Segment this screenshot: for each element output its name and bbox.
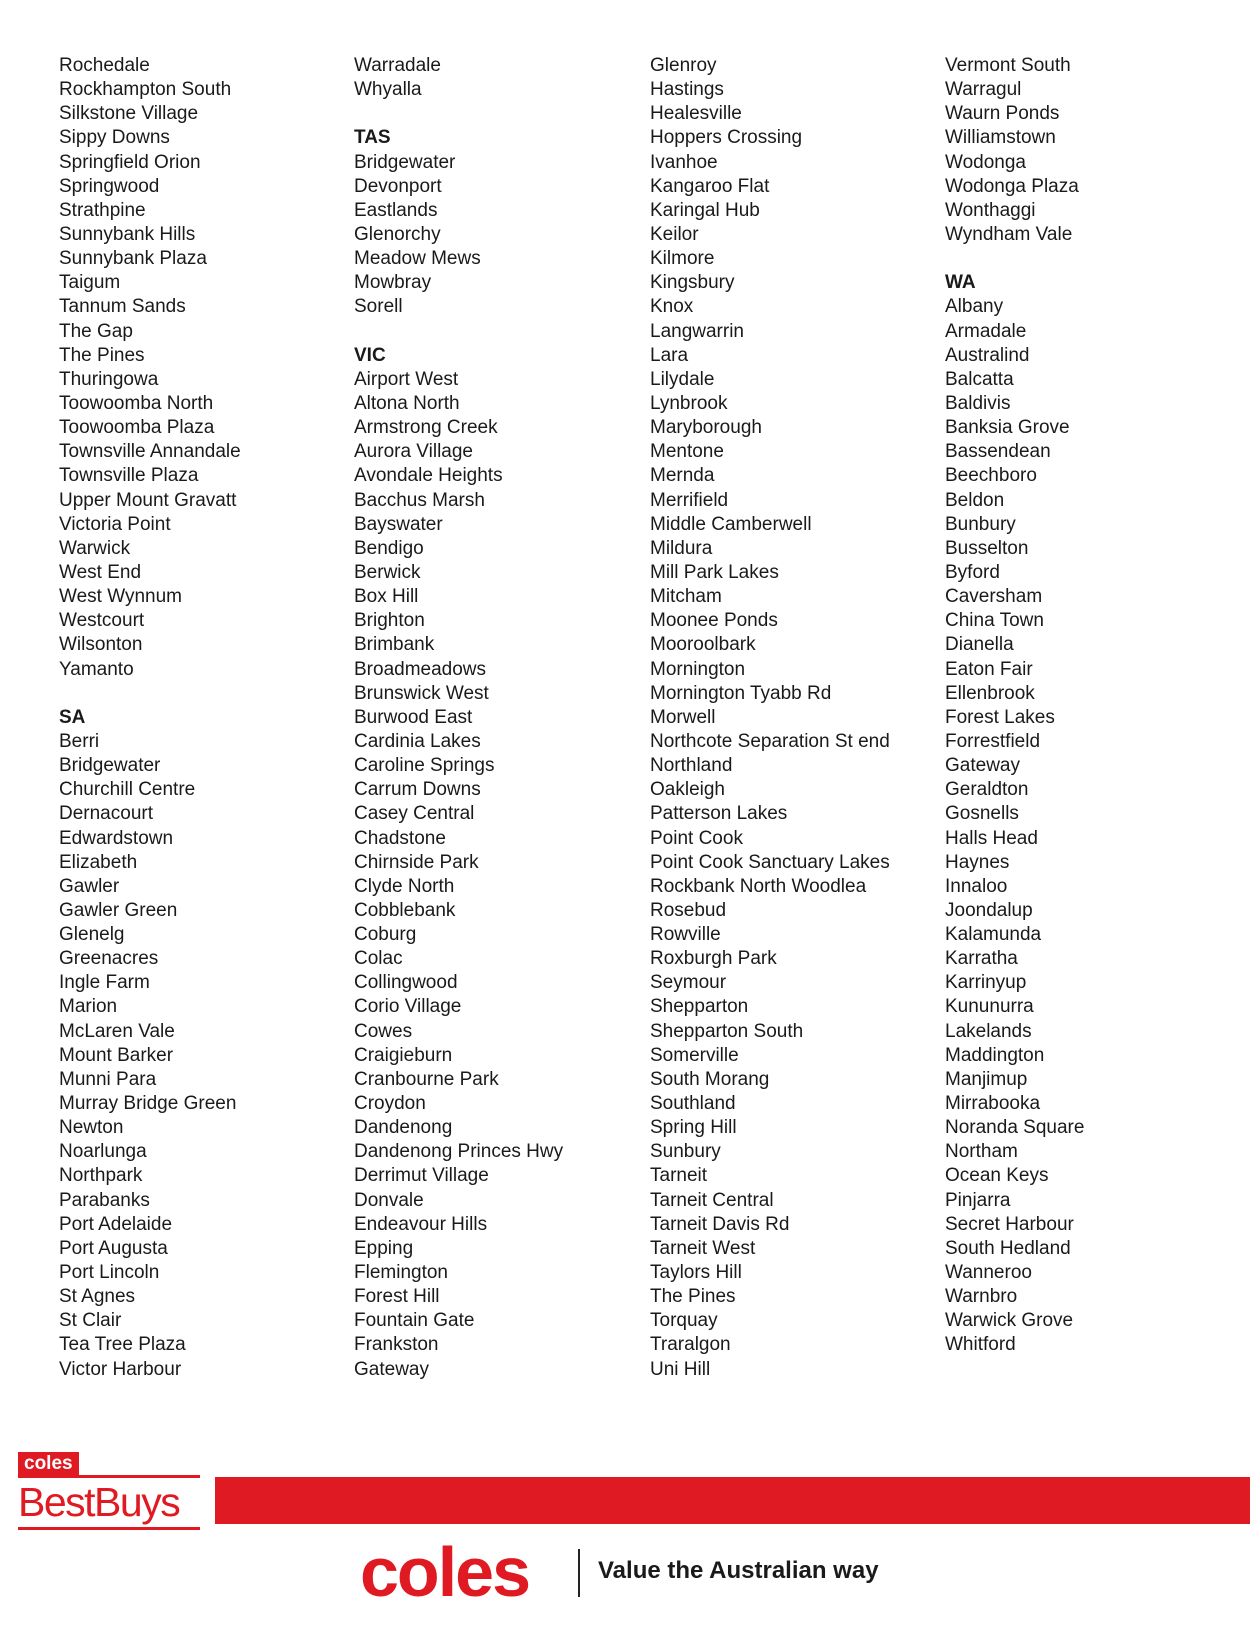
store-name: Airport West [354, 368, 459, 390]
store-name: Somerville [650, 1044, 739, 1066]
store-name: Coburg [354, 924, 417, 946]
store-name: Forrestfield [945, 730, 1041, 752]
store-name: Byford [945, 561, 1000, 583]
store-name: Point Cook [650, 827, 743, 849]
store-name: Lynbrook [650, 392, 728, 414]
store-name: Hoppers Crossing [650, 127, 803, 149]
store-name: Healesville [650, 103, 742, 125]
store-name: Bridgewater [59, 755, 161, 777]
store-name: Croydon [354, 1093, 426, 1115]
store-name: Warnbro [945, 1286, 1018, 1308]
store-name: Munni Para [59, 1068, 157, 1090]
store-name: Taigum [59, 272, 121, 294]
store-name: Spring Hill [650, 1117, 737, 1139]
store-name: Brunswick West [354, 682, 489, 704]
store-name: Newton [59, 1117, 124, 1139]
store-name: Merrifield [650, 489, 729, 511]
store-name: Taylors Hill [650, 1262, 742, 1284]
store-name: Mooroolbark [650, 634, 756, 656]
store-name: Hastings [650, 79, 724, 101]
store-column-2 [354, 54, 644, 1382]
store-name: Craigieburn [354, 1044, 453, 1066]
store-name: Warwick Grove [945, 1310, 1074, 1332]
logo-bestbuys-label: BestBuys [18, 1479, 180, 1525]
store-name: Kununurra [945, 996, 1034, 1018]
store-name: West Wynnum [59, 586, 183, 608]
store-name: Mornington [650, 658, 746, 680]
store-name: Pinjarra [945, 1189, 1011, 1211]
store-name: Lilydale [650, 368, 715, 390]
store-name: Port Augusta [59, 1237, 168, 1259]
store-name: Sorell [354, 296, 403, 318]
store-name: Haynes [945, 851, 1010, 873]
store-name: Gawler Green [59, 899, 178, 921]
store-name: Manjimup [945, 1068, 1028, 1090]
store-name: Frankston [354, 1334, 439, 1356]
store-name: Knox [650, 296, 694, 318]
store-name: Armadale [945, 320, 1027, 342]
store-name: Corio Village [354, 996, 462, 1018]
footer-tagline: Value the Australian way [598, 1557, 879, 1584]
store-name: Toowoomba North [59, 392, 214, 414]
store-name: Cowes [354, 1020, 413, 1042]
store-name: St Agnes [59, 1286, 136, 1308]
store-name: Aurora Village [354, 441, 474, 463]
store-name: Dianella [945, 634, 1014, 656]
store-name: Caversham [945, 586, 1043, 608]
store-name: Box Hill [354, 586, 419, 608]
store-name: Eaton Fair [945, 658, 1033, 680]
store-name: Banksia Grove [945, 417, 1070, 439]
store-name: Wonthaggi [945, 199, 1036, 221]
store-name: Traralgon [650, 1334, 731, 1356]
store-name: Devonport [354, 175, 442, 197]
store-name: Townsville Plaza [59, 465, 199, 487]
store-name: Roxburgh Park [650, 948, 777, 970]
store-name: Rosebud [650, 899, 727, 921]
store-name: Burwood East [354, 706, 473, 728]
store-name: Yamanto [59, 658, 134, 680]
store-name: Southland [650, 1093, 736, 1115]
store-name: Silkstone Village [59, 103, 199, 125]
store-name: Middle Camberwell [650, 513, 812, 535]
store-name: Sunbury [650, 1141, 721, 1163]
store-name: Bendigo [354, 537, 424, 559]
store-name: Parabanks [59, 1189, 150, 1211]
store-name: Dandenong [354, 1117, 453, 1139]
store-name: Northam [945, 1141, 1018, 1163]
store-name: Kangaroo Flat [650, 175, 770, 197]
store-name: Uni Hill [650, 1358, 711, 1380]
store-name: Northland [650, 755, 733, 777]
state-heading: SA [59, 706, 86, 728]
store-name: Victoria Point [59, 513, 171, 535]
store-name: Ellenbrook [945, 682, 1035, 704]
store-name: Meadow Mews [354, 248, 481, 270]
store-name: China Town [945, 610, 1044, 632]
store-name: Karingal Hub [650, 199, 760, 221]
store-name: Forest Lakes [945, 706, 1055, 728]
store-name: Shepparton South [650, 1020, 804, 1042]
logo-underline [18, 1527, 200, 1530]
store-name: Elizabeth [59, 851, 138, 873]
store-name: Moonee Ponds [650, 610, 778, 632]
store-name: Cranbourne Park [354, 1068, 499, 1090]
store-name: Bridgewater [354, 151, 456, 173]
store-name: Chirnside Park [354, 851, 479, 873]
store-name: Torquay [650, 1310, 718, 1332]
store-name: The Pines [650, 1286, 736, 1308]
store-name: Donvale [354, 1189, 424, 1211]
store-name: Point Cook Sanctuary Lakes [650, 851, 890, 873]
store-name: Brimbank [354, 634, 435, 656]
store-name: Ocean Keys [945, 1165, 1049, 1187]
store-name: Halls Head [945, 827, 1038, 849]
store-name: McLaren Vale [59, 1020, 175, 1042]
store-name: Wanneroo [945, 1262, 1032, 1284]
store-name: Kingsbury [650, 272, 735, 294]
store-name: Ingle Farm [59, 972, 150, 994]
store-name: Glenelg [59, 924, 125, 946]
store-name: Gateway [945, 755, 1020, 777]
store-name: Warwick [59, 537, 131, 559]
store-name: Dandenong Princes Hwy [354, 1141, 564, 1163]
store-name: Tarneit Central [650, 1189, 774, 1211]
state-heading: WA [945, 272, 976, 294]
store-name: Mitcham [650, 586, 722, 608]
store-name: Mount Barker [59, 1044, 174, 1066]
store-name: Mowbray [354, 272, 432, 294]
store-name: Bassendean [945, 441, 1051, 463]
store-name: Tannum Sands [59, 296, 186, 318]
store-name: Tarneit West [650, 1237, 756, 1259]
store-column-3 [650, 54, 940, 1382]
store-name: Sunnybank Plaza [59, 248, 207, 270]
store-name: Epping [354, 1237, 414, 1259]
store-name: Busselton [945, 537, 1029, 559]
coles-bestbuys-logo [18, 1452, 203, 1532]
store-name: Tarneit Davis Rd [650, 1213, 790, 1235]
store-name: Glenorchy [354, 223, 441, 245]
store-name: West End [59, 561, 142, 583]
coles-brand-logo: coles [360, 1533, 529, 1611]
store-name: Kalamunda [945, 924, 1042, 946]
store-name: Springfield Orion [59, 151, 201, 173]
store-name: Vermont South [945, 55, 1071, 76]
store-name: Maryborough [650, 417, 762, 439]
store-name: Flemington [354, 1262, 448, 1284]
store-name: Mill Park Lakes [650, 561, 779, 583]
section-gap [354, 320, 644, 344]
section-gap [354, 102, 644, 126]
store-name: Morwell [650, 706, 716, 728]
store-name: Australind [945, 344, 1030, 366]
store-name: St Clair [59, 1310, 122, 1332]
footer-divider [578, 1549, 580, 1597]
store-name: Cardinia Lakes [354, 730, 481, 752]
store-name: Whitford [945, 1334, 1016, 1356]
store-name: Glenroy [650, 55, 717, 76]
store-name: Gateway [354, 1358, 429, 1380]
store-name: Joondalup [945, 899, 1033, 921]
store-name: Patterson Lakes [650, 803, 788, 825]
store-name: Berri [59, 730, 100, 752]
store-name: Cobblebank [354, 899, 456, 921]
store-name: Port Lincoln [59, 1262, 160, 1284]
store-name: Strathpine [59, 199, 146, 221]
store-name: Westcourt [59, 610, 145, 632]
section-gap [945, 247, 1235, 271]
store-name: Mernda [650, 465, 715, 487]
footer-red-bar [215, 1477, 1250, 1524]
logo-coles-label: coles [18, 1452, 79, 1476]
store-name: Brighton [354, 610, 425, 632]
store-name: Geraldton [945, 779, 1029, 801]
store-name: Casey Central [354, 803, 475, 825]
store-name: Greenacres [59, 948, 159, 970]
store-name: Rockhampton South [59, 79, 232, 101]
state-heading: TAS [354, 127, 391, 149]
store-name: Carrum Downs [354, 779, 481, 801]
store-name: Shepparton [650, 996, 749, 1018]
store-name: Churchill Centre [59, 779, 196, 801]
store-name: Gawler [59, 875, 120, 897]
store-name: Wyndham Vale [945, 223, 1073, 245]
store-name: Noranda Square [945, 1117, 1085, 1139]
store-name: Sippy Downs [59, 127, 170, 149]
store-name: The Pines [59, 344, 145, 366]
store-name: Kilmore [650, 248, 715, 270]
store-name: Warradale [354, 55, 441, 76]
store-name: Upper Mount Gravatt [59, 489, 237, 511]
store-name: Marion [59, 996, 118, 1018]
section-gap [59, 682, 349, 706]
store-name: Thuringowa [59, 368, 159, 390]
store-name: Clyde North [354, 875, 455, 897]
store-name: Eastlands [354, 199, 438, 221]
store-name: Lakelands [945, 1020, 1032, 1042]
store-name: Colac [354, 948, 403, 970]
store-name: The Gap [59, 320, 133, 342]
store-name: Ivanhoe [650, 151, 718, 173]
store-name: Wodonga Plaza [945, 175, 1079, 197]
store-name: Wilsonton [59, 634, 143, 656]
store-name: Albany [945, 296, 1004, 318]
store-name: Berwick [354, 561, 421, 583]
store-name: South Morang [650, 1068, 770, 1090]
store-name: Mirrabooka [945, 1093, 1041, 1115]
store-name: Innaloo [945, 875, 1008, 897]
store-name: Collingwood [354, 972, 458, 994]
store-name: Karratha [945, 948, 1018, 970]
store-name: Northpark [59, 1165, 143, 1187]
store-name: Bunbury [945, 513, 1016, 535]
store-name: Tarneit [650, 1165, 708, 1187]
store-name: Rowville [650, 924, 721, 946]
store-column-4 [945, 54, 1235, 1358]
store-name: Caroline Springs [354, 755, 495, 777]
store-name: Sunnybank Hills [59, 223, 196, 245]
store-name: Broadmeadows [354, 658, 487, 680]
store-name: Derrimut Village [354, 1165, 489, 1187]
store-name: Forest Hill [354, 1286, 440, 1308]
store-name: South Hedland [945, 1237, 1071, 1259]
store-name: Bayswater [354, 513, 443, 535]
store-name: Gosnells [945, 803, 1019, 825]
store-name: Balcatta [945, 368, 1014, 390]
store-name: Waurn Ponds [945, 103, 1060, 125]
store-name: Rockbank North Woodlea [650, 875, 867, 897]
store-name: Karrinyup [945, 972, 1027, 994]
store-column-1 [59, 54, 349, 1382]
store-name: Secret Harbour [945, 1213, 1074, 1235]
store-name: Baldivis [945, 392, 1011, 414]
store-name: Noarlunga [59, 1141, 147, 1163]
store-name: Mentone [650, 441, 724, 463]
store-name: Tea Tree Plaza [59, 1334, 186, 1356]
store-name: Maddington [945, 1044, 1045, 1066]
store-name: Lara [650, 344, 689, 366]
store-name: Murray Bridge Green [59, 1093, 237, 1115]
store-name: Endeavour Hills [354, 1213, 488, 1235]
store-name: Edwardstown [59, 827, 174, 849]
store-name: Bacchus Marsh [354, 489, 485, 511]
store-name: Seymour [650, 972, 727, 994]
store-name: Victor Harbour [59, 1358, 182, 1380]
store-name: Mornington Tyabb Rd [650, 682, 832, 704]
store-name: Armstrong Creek [354, 417, 498, 439]
store-name: Chadstone [354, 827, 446, 849]
store-name: Rochedale [59, 55, 150, 76]
store-name: Wodonga [945, 151, 1026, 173]
store-name: Avondale Heights [354, 465, 503, 487]
store-name: Altona North [354, 392, 460, 414]
store-name: Beechboro [945, 465, 1037, 487]
store-name: Beldon [945, 489, 1005, 511]
store-name: Keilor [650, 223, 699, 245]
store-name: Fountain Gate [354, 1310, 475, 1332]
store-name: Oakleigh [650, 779, 725, 801]
store-name: Northcote Separation St end [650, 730, 890, 752]
store-name: Mildura [650, 537, 713, 559]
store-name: Dernacourt [59, 803, 153, 825]
store-name: Port Adelaide [59, 1213, 173, 1235]
store-name: Whyalla [354, 79, 422, 101]
state-heading: VIC [354, 344, 386, 366]
store-name: Toowoomba Plaza [59, 417, 215, 439]
store-name: Springwood [59, 175, 160, 197]
store-name: Warragul [945, 79, 1022, 101]
store-name: Williamstown [945, 127, 1056, 149]
store-name: Langwarrin [650, 320, 744, 342]
store-name: Townsville Annandale [59, 441, 241, 463]
